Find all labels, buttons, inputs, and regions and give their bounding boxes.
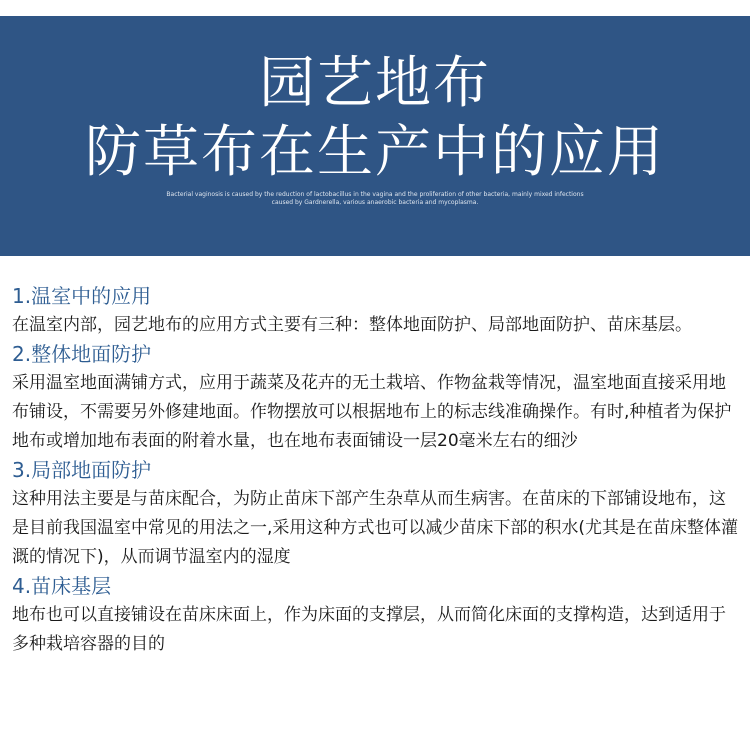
section-body: 这种用法主要是与苗床配合，为防止苗床下部产生杂草从而生病害。在苗床的下部铺设地布，这是目前我国温室中常见的用法之一,采用这种方式也可以减少苗床下部的积水(尤其是在苗床整体灌溉的情况下)，从而调节温室内的湿度 <box>12 489 739 567</box>
section-partial-floor <box>12 456 740 572</box>
banner-fine-print: Bacterial vaginosis is caused by the reduction of lactobacillus in the vagina and the proliferation of other bacteria, mainly mixed infections caused by Gardnerella, various anaerobic bacteria and mycoplasma. <box>166 191 584 206</box>
section-heading: 2.整体地面防护 <box>12 342 152 366</box>
section-seedbed-base <box>12 572 740 659</box>
section-body: 采用温室地面满铺方式，应用于蔬菜及花卉的无土栽培、作物盆栽等情况，温室地面直接采用地布铺设，不需要另外修建地面。作物摆放可以根据地布上的标志线准确操作。有时,种植者为保护地布或增加地布表面的附着水量，也在地布表面铺设一层20毫米左右的细沙 <box>12 373 732 451</box>
section-body: 地布也可以直接铺设在苗床床面上，作为床面的支撑层，从而简化床面的支撑构造，达到适用于多种栽培容器的目的 <box>12 605 726 654</box>
section-greenhouse <box>12 282 740 340</box>
section-body: 在温室内部，园艺地布的应用方式主要有三种：整体地面防护、局部地面防护、苗床基层。 <box>12 315 692 335</box>
article-content <box>12 282 740 659</box>
section-heading: 3.局部地面防护 <box>12 458 152 482</box>
section-full-floor <box>12 340 740 456</box>
banner-title-line1: 园艺地布 <box>259 51 491 116</box>
title-banner <box>0 16 750 256</box>
section-heading: 1.温室中的应用 <box>12 284 152 308</box>
banner-title-line2: 防草布在生产中的应用 <box>85 120 665 185</box>
section-heading: 4.苗床基层 <box>12 574 112 598</box>
